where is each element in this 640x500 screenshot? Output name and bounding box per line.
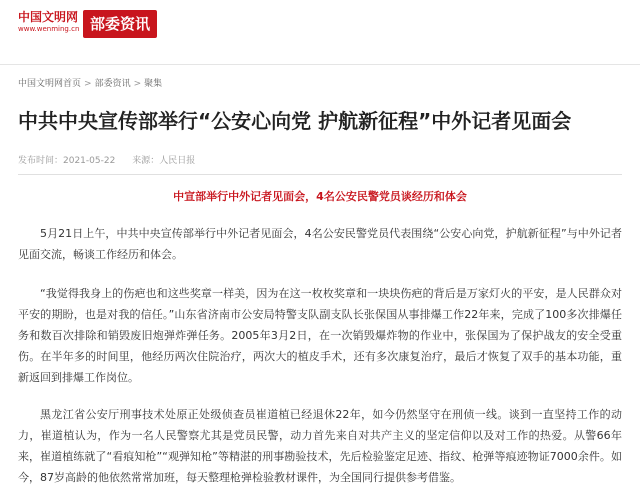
breadcrumb-section-link[interactable]: 聚集 [144,79,163,89]
meta-divider [18,174,622,175]
breadcrumb-separator: > [84,79,92,89]
breadcrumb-separator: > [133,79,142,89]
logo-url: www.wenming.cn [18,25,80,33]
article-paragraph: “我觉得我身上的伤疤也和这些奖章一样美，因为在这一枚枚奖章和一块块伤疤的背后是万家灯火的平安，是人民群众对平安的期盼，也是对我的信任。”山东省济南市公安局特警支队副支队长张保国从事排爆工作22年来，完成了100多次排爆任务和数百次排除和销毁废旧炮弹炸弹任务。2005年3月2日，在一次销毁爆炸物的作业中，张保国为了保护战友的安全受重伤。在半年多的时间里，他经历两次住院治疗，两次大的植皮手术，还有多次康复治疗，最后才恢复了双手的基本功能，重新返回到排爆工作岗位。 [18,287,622,384]
channel-badge[interactable]: 部委资讯 [83,10,157,38]
site-logo[interactable] [18,10,84,40]
logo-text: 中国文明网 [18,10,79,24]
breadcrumb-home-link[interactable]: 中国文明网首页 [18,79,82,89]
article-meta [18,155,209,167]
article-paragraph: 黑龙江省公安厅刑事技术处原正处级侦查员崔道植已经退休22年，如今仍然坚守在刑侦一线。谈到一直坚持工作的动力，崔道植认为，作为一名人民警察尤其是党员民警，动力首先来自对共产主义的坚定信仰以及对工作的热爱。从警66年来，崔道植练就了“看痕知枪”“观弹知枪”等精湛的刑事勘验技术，先后检验鉴定足迹、指纹、枪弹等痕迹物证7000余件。如今，87岁高龄的他依然常常加班，每天整理枪弹检验教材课件，为全国同行提供参考借鉴。 [18,408,622,484]
article-subtitle: 中宣部举行中外记者见面会，4名公安民警党员谈经历和体会 [173,190,467,203]
article-source: 来源：人民日报 [132,156,196,166]
breadcrumb [18,78,162,90]
publish-date: 发布时间：2021-05-22 [18,156,116,166]
site-header [0,0,640,48]
article-paragraph: 5月21日上午，中共中央宣传部举行中外记者见面会，4名公安民警党员代表围绕“公安心向党，护航新征程”与中外记者见面交流，畅谈工作经历和体会。 [18,227,622,261]
article-title: 中共中央宣传部举行“公安心向党 护航新征程”中外记者见面会 [18,109,572,133]
breadcrumb-channel-link[interactable]: 部委资讯 [94,79,131,89]
header-divider [0,64,640,65]
